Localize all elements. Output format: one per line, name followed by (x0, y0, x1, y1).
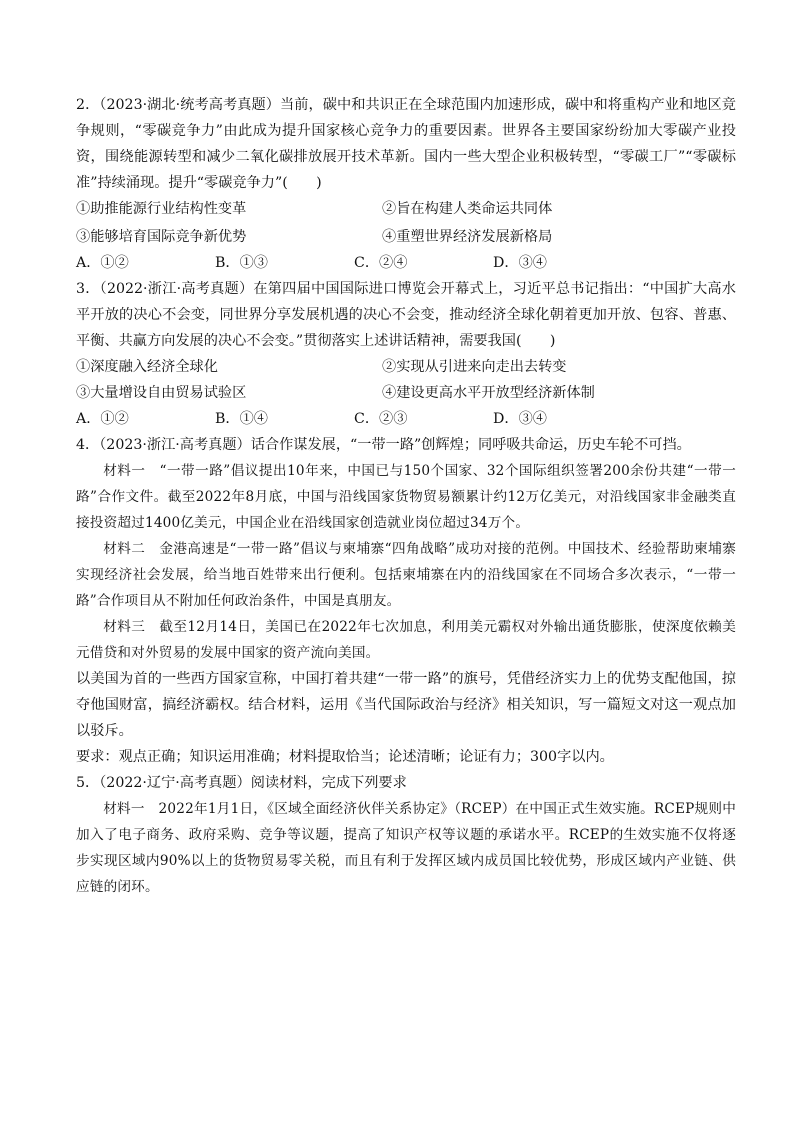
question-5-stem: 5．（2022·辽宁·高考真题）阅读材料，完成下列要求 (76, 775, 407, 791)
question-3-choices (76, 406, 736, 432)
question-5-material-1: 材料一 2022年1月1日，《区域全面经济伙伴关系协定》（RCEP）在中国正式生效实施。RCEP规则中加入了电子商务、政府采购、竞争等议题，提高了知识产权等议题的承诺水平。RCEP的生效实施不仅将逐步实现区域内90%以上的货物贸易零关税，而且有利于发挥区域内成员国比较优势，形成区域内产业链、供应链的闭环。 (76, 801, 736, 895)
question-2-options-row-1 (76, 196, 736, 222)
question-3-choice-a: A．①② (76, 411, 129, 427)
question-3-choice-b: B．①④ (215, 411, 268, 427)
question-2-options-row-2 (76, 224, 736, 250)
question-3-option-3: ③大量增设自由贸易试验区 (76, 385, 247, 401)
question-4-material-2: 材料二 金港高速是“一带一路”倡议与柬埔寨“四角战略”成功对接的范例。中国技术、经验帮助柬埔寨实现经济社会发展，给当地百姓带来出行便利。包括柬埔寨在内的沿线国家在不同场合多次表示，“一带一路”合作项目从不附加任何政治条件，中国是真朋友。 (76, 541, 736, 609)
question-4-stem: 4．（2023·浙江·高考真题）话合作谋发展，“一带一路”创辉煌；同呼吸共命运，历史车轮不可挡。 (76, 437, 691, 453)
question-3-option-1: ①深度融入经济全球化 (76, 359, 218, 375)
question-2-option-3: ③能够培育国际竞争新优势 (76, 229, 247, 245)
question-2-stem: 2．（2023·湖北·统考高考真题）当前，碳中和共识正在全球范围内加速形成，碳中和将重构产业和地区竞争规则，“零碳竞争力”由此成为提升国家核心竞争力的重要因素。世界各主要国家纷纷加大零碳产业投资，围绕能源转型和减少二氧化碳排放展开技术革新。国内一些大型企业积极转型，“零碳工厂”“零碳标准”持续涌现。提升“零碳竞争力”( ) (76, 97, 736, 191)
question-2-option-4: ④重塑世界经济发展新格局 (382, 229, 553, 245)
question-2-choice-c: C．②④ (354, 255, 408, 271)
question-2-option-2: ②旨在构建人类命运共同体 (382, 201, 553, 217)
document-page (76, 92, 736, 900)
question-4-requirements: 要求：观点正确；知识运用准确；材料提取恰当；论述清晰；论证有力；300字以内。 (76, 749, 614, 765)
question-3-option-4: ④建设更高水平开放型经济新体制 (382, 385, 595, 401)
question-3-stem: 3．（2022·浙江·高考真题）在第四届中国国际进口博览会开幕式上，习近平总书记指出：“中国扩大高水平开放的决心不会变，同世界分享发展机遇的决心不会变，推动经济全球化朝着更加开放、包容、普惠、平衡、共赢方向发展的决心不会变。”贯彻落实上述讲话精神，需要我国( ) (76, 281, 736, 349)
question-2-choice-a: A．①② (76, 255, 129, 271)
question-3-choice-c: C．②③ (354, 411, 408, 427)
question-2-choice-b: B．①③ (215, 255, 268, 271)
question-2-choice-d: D．③④ (493, 255, 547, 271)
question-3-options-row-1 (76, 354, 736, 380)
question-4-task: 以美国为首的一些西方国家宣称，中国打着共建“一带一路”的旗号，凭借经济实力上的优势支配他国，掠夺他国财富，搞经济霸权。结合材料，运用《当代国际政治与经济》相关知识，写一篇短文对这一观点加以驳斥。 (76, 671, 736, 739)
question-2-option-1: ①助推能源行业结构性变革 (76, 201, 247, 217)
question-2-choices (76, 250, 736, 276)
question-3-choice-d: D．③④ (493, 411, 547, 427)
question-3-options-row-2 (76, 380, 736, 406)
question-3-option-2: ②实现从引进来向走出去转变 (382, 359, 567, 375)
question-4-material-1: 材料一 “一带一路”倡议提出10年来，中国已与150个国家、32个国际组织签署200余份共建“一带一路”合作文件。截至2022年8月底，中国与沿线国家货物贸易额累计约12万亿美元，对沿线国家非金融类直接投资超过1400亿美元，中国企业在沿线国家创造就业岗位超过34万个。 (76, 463, 736, 531)
question-4-material-3: 材料三 截至12月14日，美国已在2022年七次加息，利用美元霸权对外输出通货膨胀，使深度依赖美元借贷和对外贸易的发展中国家的资产流向美国。 (76, 619, 736, 661)
